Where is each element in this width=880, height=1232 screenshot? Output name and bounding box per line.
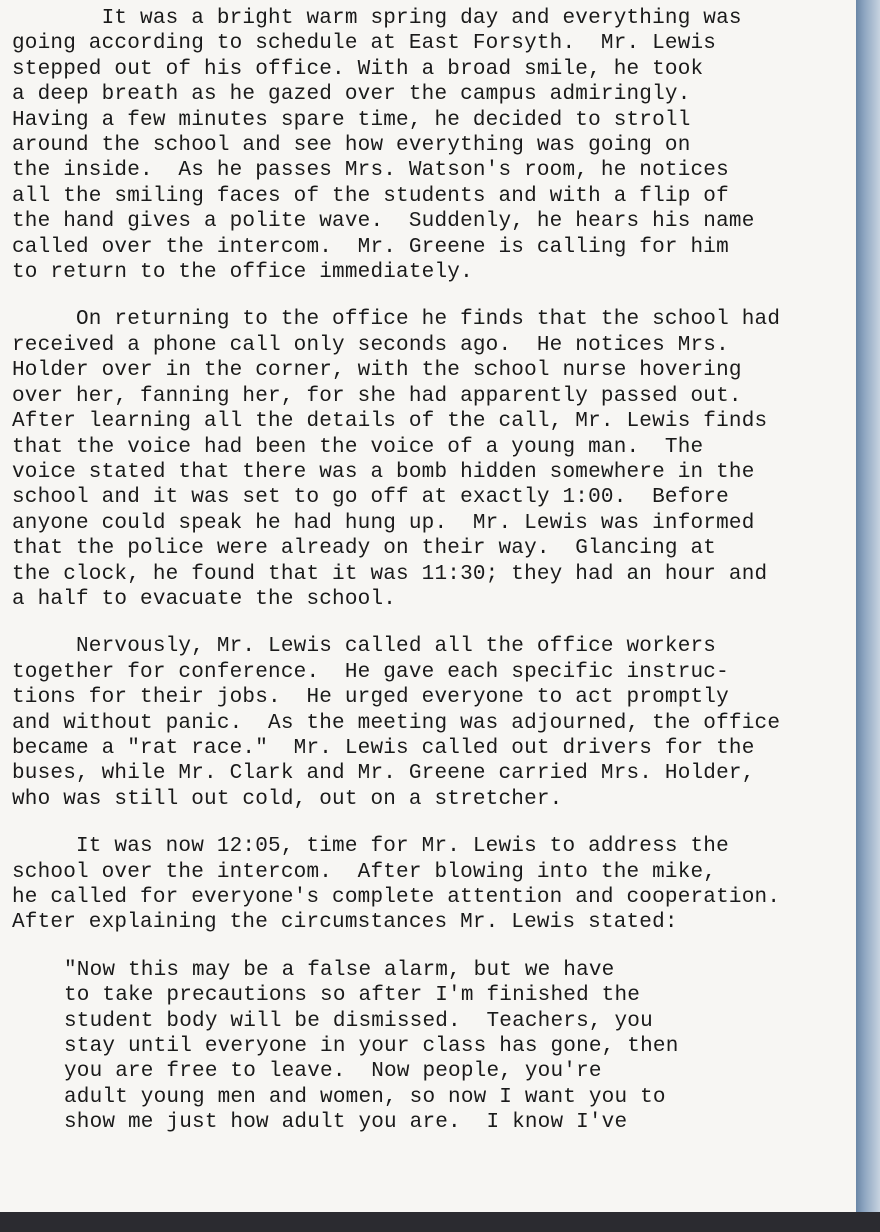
scan-background — [0, 1212, 880, 1232]
binder-edge — [856, 0, 880, 1212]
text-line: all the smiling faces of the students and with a flip of — [12, 184, 729, 208]
typewritten-text — [12, 6, 852, 1158]
text-line: school and it was set to go off at exactly 1:00. Before — [12, 486, 729, 510]
text-line: stepped out of his office. With a broad smile, he took — [12, 57, 704, 81]
text-line: the inside. As he passes Mrs. Watson's room, he notices — [12, 159, 729, 183]
quote-line: stay until everyone in your class has gone, then — [64, 1035, 679, 1059]
text-line: Holder over in the corner, with the school nurse hovering — [12, 359, 742, 383]
quote-line: to take precautions so after I'm finished the — [64, 984, 641, 1008]
quote-line: "Now this may be a false alarm, but we have — [64, 958, 615, 982]
text-line: going according to schedule at East Forsyth. Mr. Lewis — [12, 32, 717, 56]
text-line: that the voice had been the voice of a young man. The — [12, 435, 704, 459]
text-line: a deep breath as he gazed over the campus admiringly. — [12, 83, 691, 107]
text-line: that the police were already on their way. Glancing at — [12, 537, 717, 561]
quotation-block — [64, 958, 852, 1136]
text-line: he called for everyone's complete attention and cooperation. — [12, 886, 781, 909]
text-line: a half to evacuate the school. — [12, 587, 397, 611]
paragraph-3 — [12, 634, 852, 812]
text-line: After explaining the circumstances Mr. Lewis stated: — [12, 911, 678, 935]
quote-line: show me just how adult you are. I know I've — [64, 1111, 628, 1135]
text-line: buses, while Mr. Clark and Mr. Greene carried Mrs. Holder, — [12, 762, 755, 786]
quote-line: student body will be dismissed. Teachers, you — [64, 1009, 653, 1033]
text-line: Having a few minutes spare time, he decided to stroll — [12, 108, 691, 132]
text-line: tions for their jobs. He urged everyone to act promptly — [12, 686, 729, 710]
text-line: and without panic. As the meeting was adjourned, the office — [12, 711, 781, 735]
text-line: around the school and see how everything was going on — [12, 134, 691, 158]
paragraph-1 — [12, 6, 852, 285]
text-line: who was still out cold, out on a stretcher. — [12, 787, 563, 811]
text-line: called over the intercom. Mr. Greene is calling for him — [12, 235, 729, 259]
paragraph-2 — [12, 307, 852, 612]
text-line: over her, fanning her, for she had apparently passed out. — [12, 384, 742, 408]
text-line: received a phone call only seconds ago. He notices Mrs. — [12, 333, 729, 357]
quote-line: adult young men and women, so now I want you to — [64, 1085, 666, 1109]
text-line: After learning all the details of the call, Mr. Lewis finds — [12, 410, 768, 434]
text-line: It was a bright warm spring day and everything was — [12, 7, 742, 30]
text-line: school over the intercom. After blowing into the mike, — [12, 860, 717, 884]
text-line: became a "rat race." Mr. Lewis called out drivers for the — [12, 736, 755, 760]
paragraph-4 — [12, 834, 852, 936]
text-line: to return to the office immediately. — [12, 261, 473, 285]
text-line: anyone could speak he had hung up. Mr. Lewis was informed — [12, 511, 755, 535]
text-line: Nervously, Mr. Lewis called all the office workers — [12, 635, 717, 659]
text-line: the hand gives a polite wave. Suddenly, he hears his name — [12, 210, 755, 234]
text-line: voice stated that there was a bomb hidden somewhere in the — [12, 460, 755, 484]
text-line: It was now 12:05, time for Mr. Lewis to address the — [12, 835, 729, 859]
quote-line: you are free to leave. Now people, you're — [64, 1060, 602, 1084]
text-line: together for conference. He gave each specific instruc- — [12, 660, 729, 684]
text-line: On returning to the office he finds that the school had — [12, 308, 781, 332]
text-line: the clock, he found that it was 11:30; they had an hour and — [12, 562, 768, 586]
